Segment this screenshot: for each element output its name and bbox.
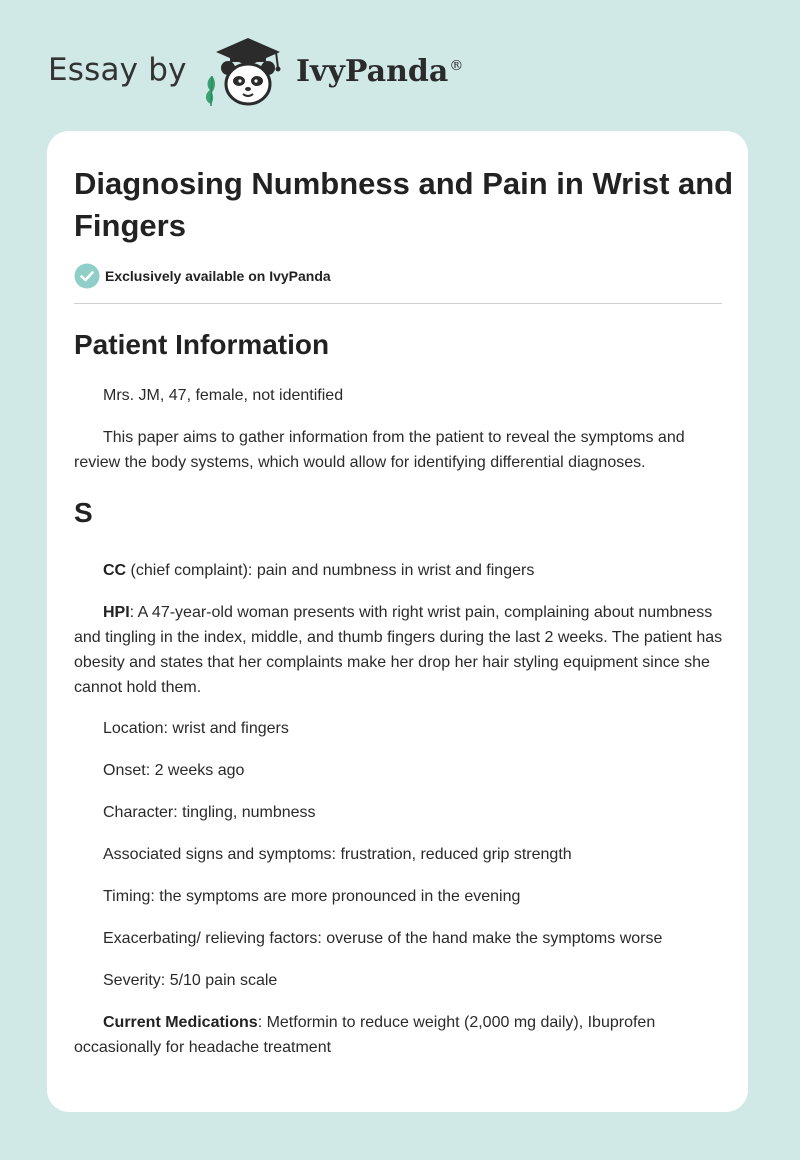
badge-text: Exclusively available on IvyPanda <box>105 268 331 284</box>
brand-header <box>48 34 488 114</box>
paragraph: Character: tingling, numbness <box>103 804 316 821</box>
divider <box>74 303 722 304</box>
check-circle-icon <box>74 263 100 289</box>
page-title: Diagnosing Numbness and Pain in Wrist and Fingers <box>74 166 734 243</box>
paragraph: This paper aims to gather information from the patient to reveal the symptoms and review the body systems, which would allow for identifying differential diagnoses. <box>74 429 685 471</box>
paragraph: Onset: 2 weeks ago <box>103 762 245 779</box>
paragraph: Timing: the symptoms are more pronounced in the evening <box>103 888 521 905</box>
paragraph: Current Medications: Metformin to reduce weight (2,000 mg daily), Ibuprofen occasionally for headache treatment <box>74 1014 656 1056</box>
article-card <box>47 131 748 1112</box>
section-heading: S <box>74 497 93 528</box>
paragraph: Mrs. JM, 47, female, not identified <box>103 387 344 404</box>
paragraph: Exacerbating/ relieving factors: overuse of the hand make the symptoms worse <box>103 930 663 947</box>
paragraph: Location: wrist and fingers <box>103 720 289 737</box>
exclusive-badge <box>74 263 331 289</box>
panda-logo-icon <box>198 34 298 110</box>
brand-prefix: Essay by <box>48 52 187 88</box>
paragraph: Associated signs and symptoms: frustration, reduced grip strength <box>103 846 572 863</box>
section-heading: Patient Information <box>74 329 330 360</box>
paragraph: Severity: 5/10 pain scale <box>103 972 278 989</box>
paragraph: CC (chief complaint): pain and numbness in wrist and fingers <box>103 562 535 579</box>
article-body <box>74 327 724 1060</box>
paragraph: HPI: A 47-year-old woman presents with right wrist pain, complaining about numbness and tingling in the index, middle, and thumb fingers during the last 2 weeks. The patient has obesity and states that her complaints make her drop her hair styling equipment since she cannot hold them. <box>74 604 723 696</box>
brand-name: IvyPanda® <box>296 54 464 89</box>
